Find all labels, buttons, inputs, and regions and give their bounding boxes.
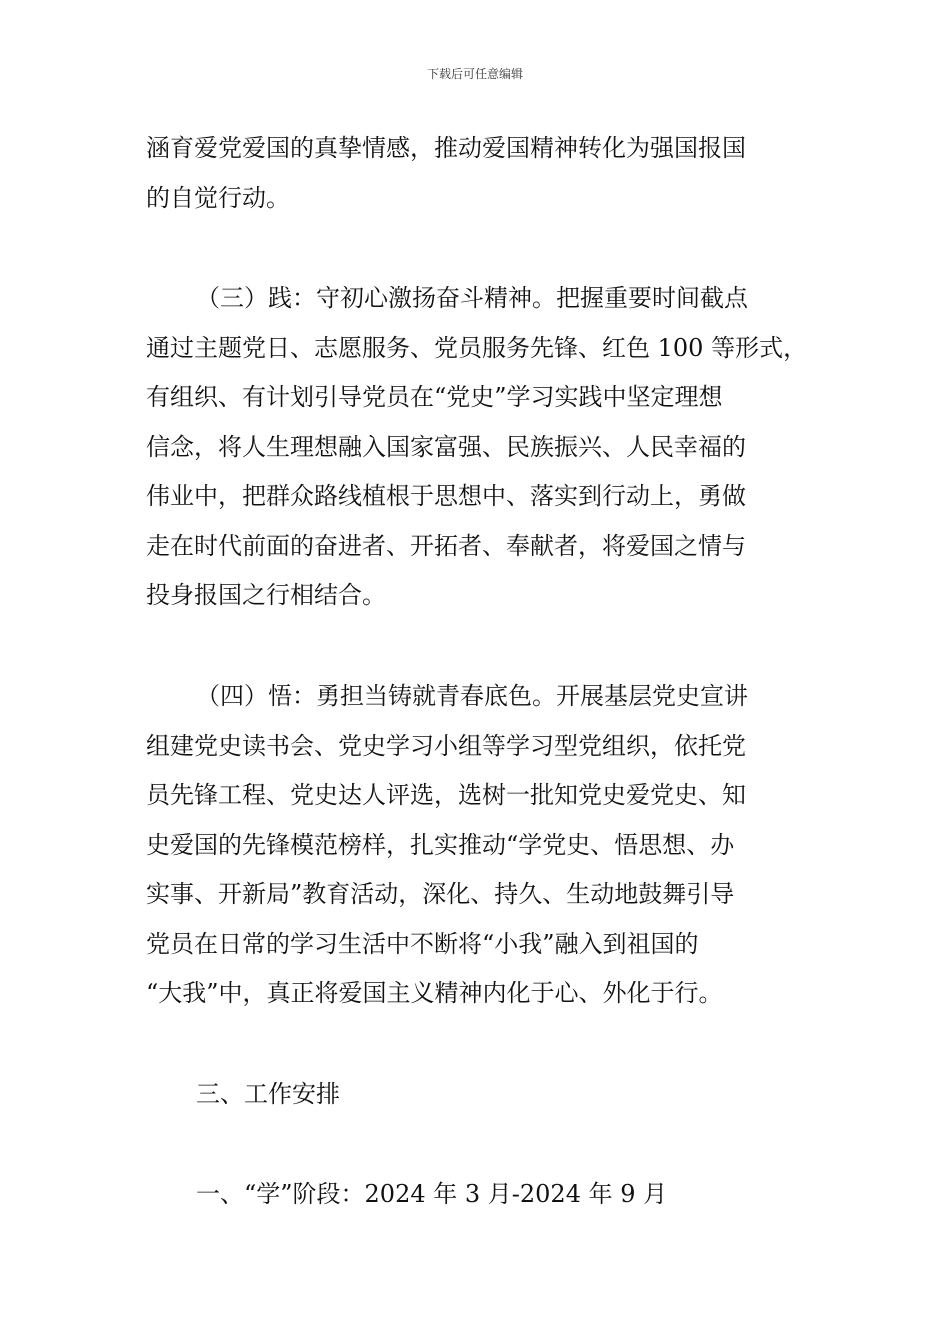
stage-text: 一、“学”阶段：2024 年 3 月-2024 年 9 月 [196, 1180, 668, 1208]
text-line: 史爱国的先锋模范榜样，扎实推动“学党史、悟思想、办 [146, 830, 735, 859]
text-line: 信念，将人生理想融入国家富强、民族振兴、人民幸福的 [146, 432, 746, 461]
stage-heading-study [146, 1170, 808, 1220]
text-line: 组建党史读书会、党史学习小组等学习型党组织，依托党 [146, 731, 746, 760]
text-line: 员先锋工程、党史达人评选，选树一批知党史爱党史、知 [146, 781, 746, 809]
text-line: （四）悟：勇担当铸就青春底色。开展基层党史宣讲 [196, 682, 748, 710]
paragraph-patriotic-emotion [146, 124, 808, 223]
text-line: 走在时代前面的奋进者、开拓者、奉献者，将爱国之情与 [146, 531, 746, 560]
paragraph-practice [146, 274, 808, 621]
text-line: 伟业中，把群众路线植根于思想中、落实到行动上，勇做 [146, 482, 746, 510]
text-line: 的自觉行动。 [146, 183, 290, 212]
text-line: 投身报国之行相结合。 [146, 581, 386, 609]
text-line: 有组织、有计划引导党员在“党史”学习实践中坚定理想 [146, 383, 723, 411]
heading-text: 三、工作安排 [196, 1080, 340, 1108]
page-header-note: 下载后可任意编辑 [426, 67, 523, 81]
section-heading-work-arrangement [146, 1070, 808, 1120]
paragraph-comprehension [146, 672, 808, 1019]
text-line: （三）践：守初心激扬奋斗精神。把握重要时间截点 [196, 284, 748, 312]
text-line: 实事、开新局”教育活动，深化、持久、生动地鼓舞引导 [146, 880, 735, 908]
text-line: 党员在日常的学习生活中不断将“小我”融入到祖国的 [146, 929, 699, 958]
text-line: 通过主题党日、志愿服务、党员服务先锋、红色 100 等形式， [146, 333, 808, 362]
text-line: 涵育爱党爱国的真挚情感，推动爱国精神转化为强国报国 [146, 134, 746, 162]
text-line: “大我”中，真正将爱国主义精神内化于心、外化于行。 [146, 979, 723, 1007]
